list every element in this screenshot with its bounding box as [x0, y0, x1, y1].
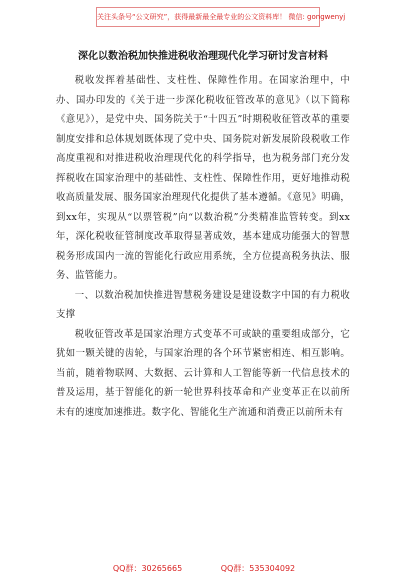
document-body: [56, 50, 350, 422]
document-title: 深化以数治税加快推进税收治理现代化学习研讨发言材料: [78, 51, 328, 62]
footer-contact: [0, 563, 408, 575]
section-heading-1: 一、以数治税加快推进智慧税务建设是建设数字中国的有力税收支撑: [56, 289, 350, 320]
header-banner: 关注头条号“公文研究”，获得最新最全最专业的公文资料库！ 微信: gongwenyj: [96, 7, 320, 27]
paragraph-section-1: 税收征管改革是国家治理方式变革不可或缺的重要组成部分，它犹如一颗关键的齿轮，与国家治理的各个环节紧密相连、相互影响。当前，随着物联网、大数据、云计算和人工智能等新一代信息技术的普及运用，基于智能化的新一轮世界科技革命和产业变革正在以前所未有的速度加速推进。数字化、智能化生产流通和消费正以前所未有: [56, 328, 350, 418]
footer-qq-right: QQ群：535304092: [220, 564, 296, 573]
footer-qq-left: QQ群：30265665: [112, 564, 183, 573]
paragraph-intro: 税收发挥着基础性、支柱性、保障性作用。在国家治理中，中办、国办印发的《关于进一步深化税收征管改革的意见》（以下简称《意见》），是党中央、国务院关于“十四五”时期税收征管改革的重要制度安排和总体规划既体现了党中央、国务院对新发展阶段税收工作高度重视和对推进税收治理现代化的科学指导，也为税务部门充分发挥税收在国家治理中的基础性、支柱性、保障性作用，更好地推动税收高质量发展、服务国家治理现代化提供了基本遵循。《意见》明确，到xx年，实现从“以票管税”向“以数治税”分类精准监管转变。到xx年，深化税收征管制度改革取得显著成效，基本建成功能强大的智慧税务形成国内一流的智能化行政应用系统，全方位提高税务执法、服务、监管能力。: [56, 75, 350, 281]
